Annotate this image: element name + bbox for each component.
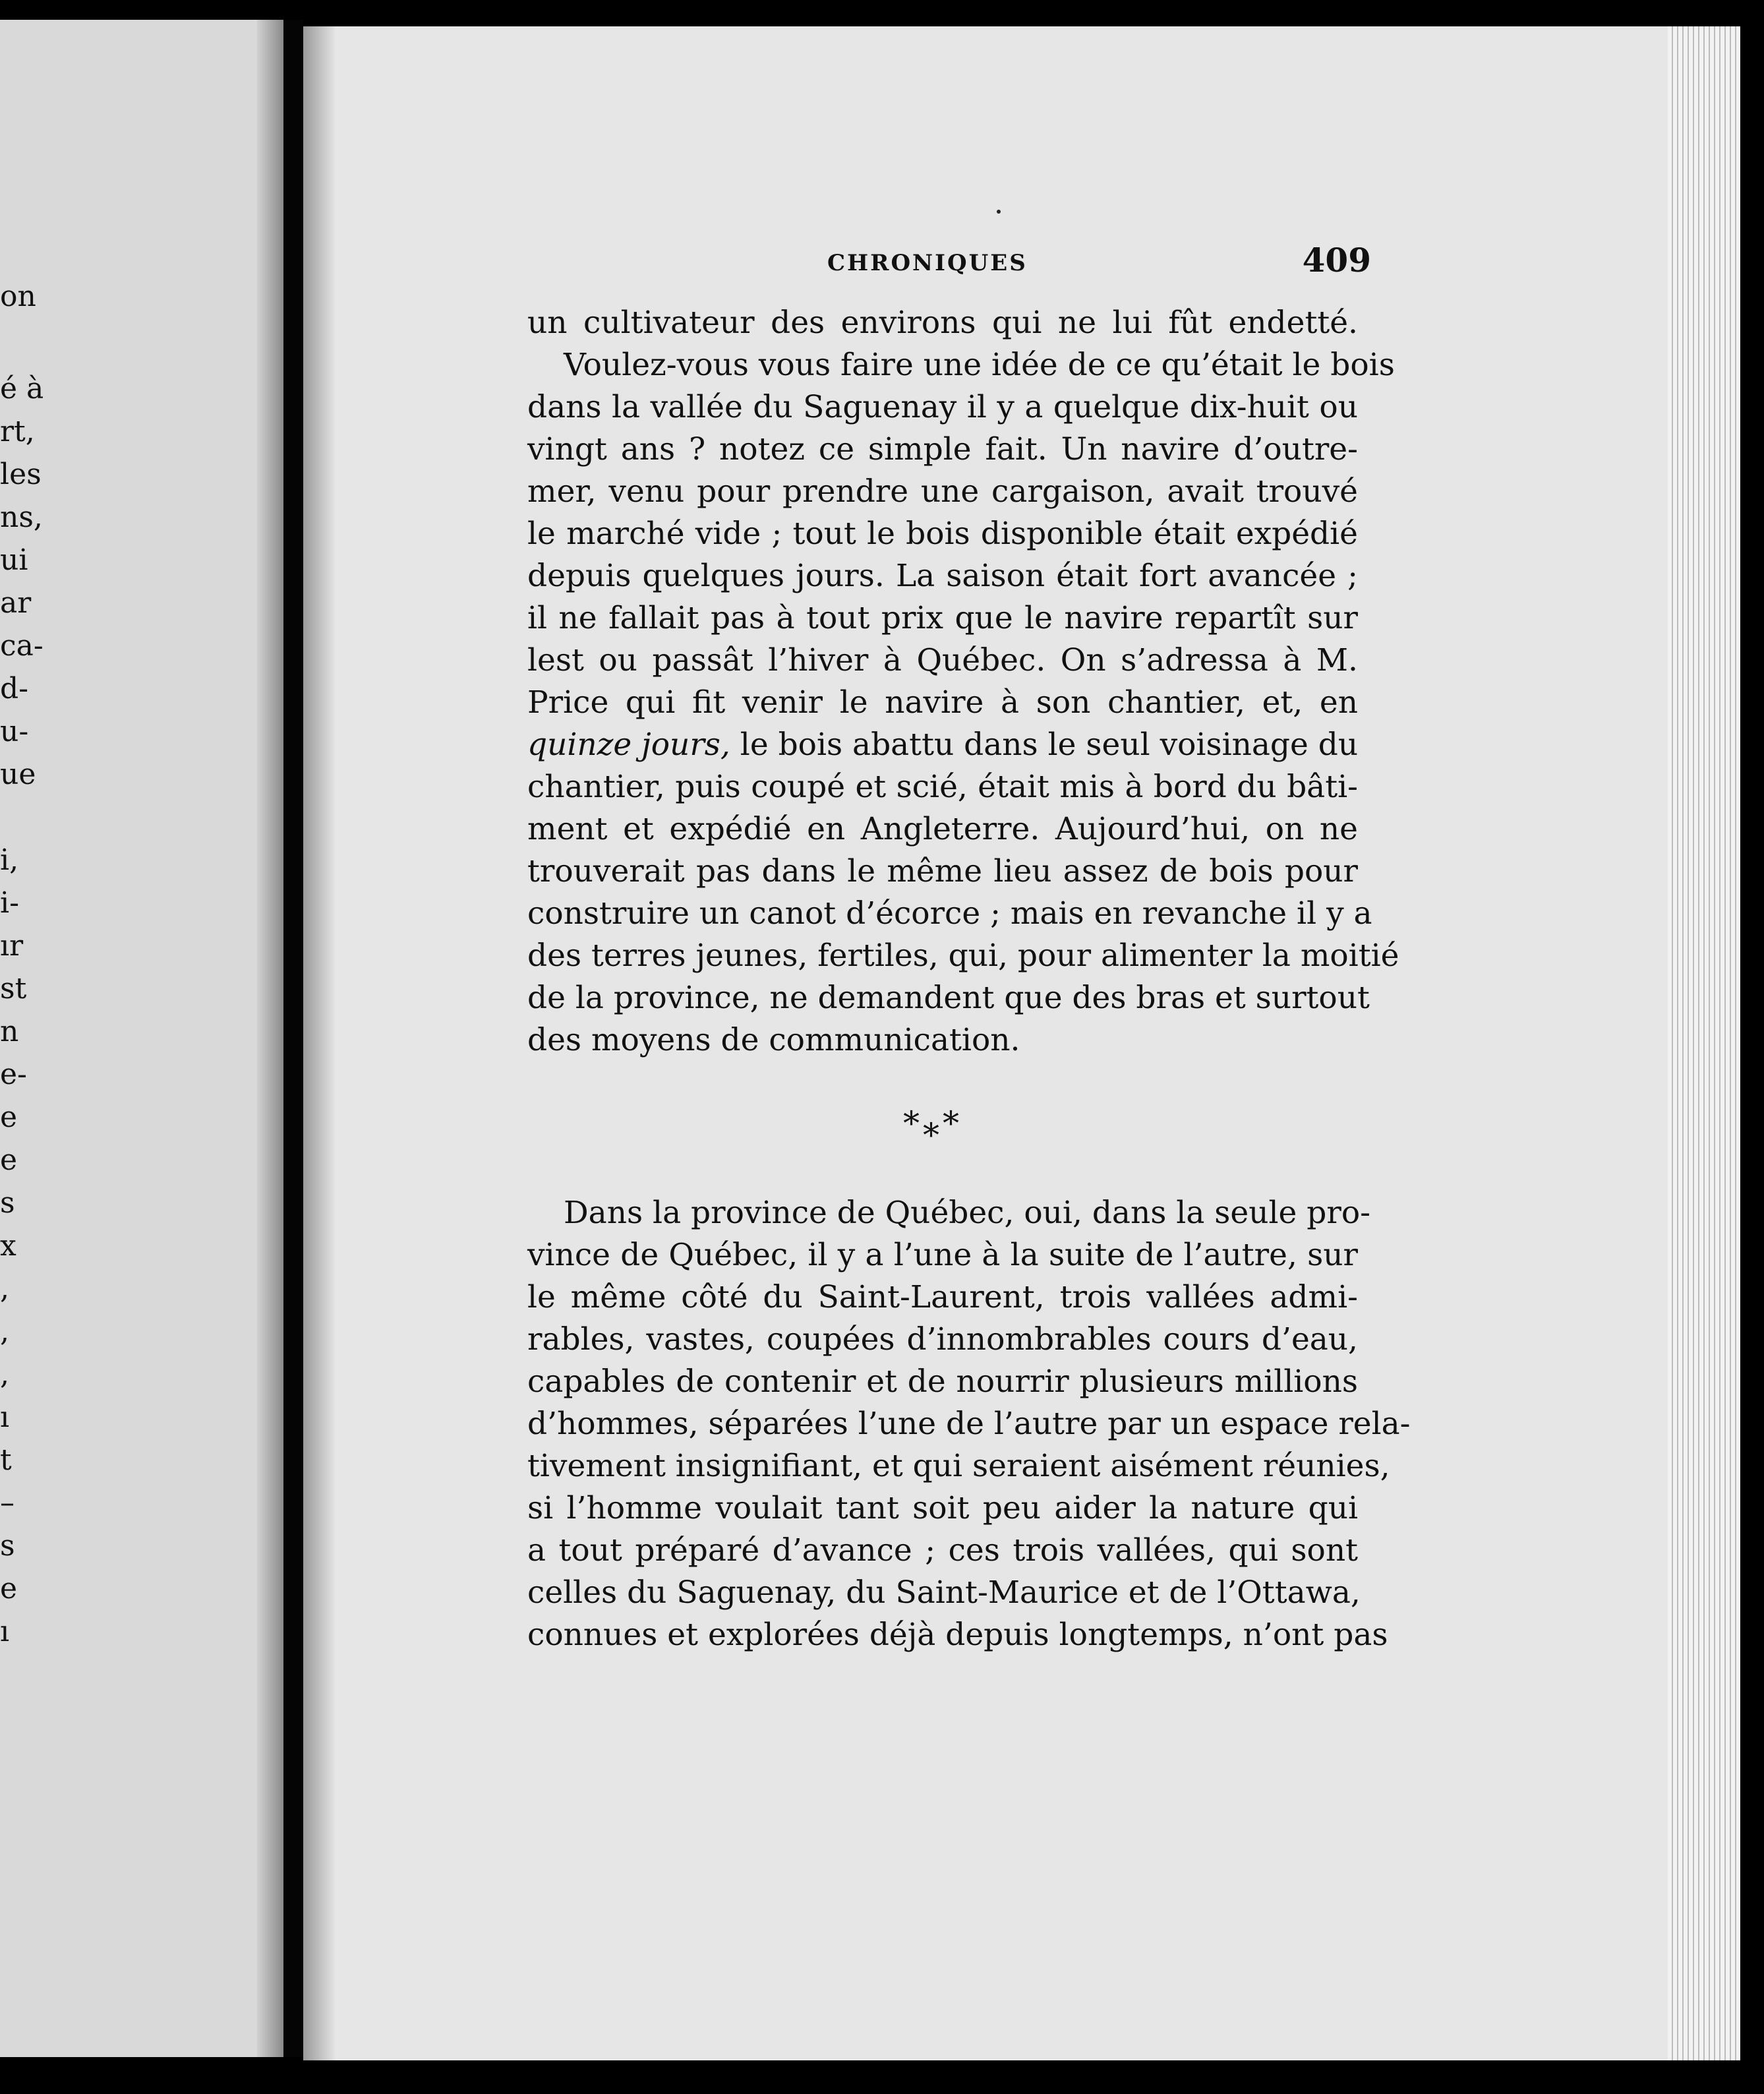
- page-number: 409: [1302, 241, 1371, 280]
- book-spine: [283, 20, 303, 2057]
- left-page-fragment: t: [0, 1443, 12, 1477]
- section-separator: [903, 1104, 982, 1157]
- left-page-fragment: st: [0, 972, 27, 1005]
- text-line: de la province, ne demandent que des bras et surtout: [527, 980, 1370, 1016]
- page-edges: [1668, 26, 1740, 2060]
- left-page-fragment: e-: [0, 1058, 27, 1091]
- text-line: des terres jeunes, fertiles, qui, pour alimenter la moitié: [527, 938, 1399, 974]
- text-line: depuis quelques jours. La saison était fort avancée ;: [527, 558, 1358, 594]
- separator-star: *: [923, 1116, 939, 1154]
- text-line: Dans la province de Québec, oui, dans la seule pro-: [564, 1195, 1370, 1231]
- left-page-fragment: i,: [0, 843, 19, 877]
- left-page-fragment: n: [0, 1015, 19, 1048]
- text-line: un cultivateur des environs qui ne lui fût endetté.: [527, 305, 1358, 341]
- left-page-fragment: i-: [0, 886, 19, 920]
- ink-dot: [997, 210, 1001, 214]
- text-line: il ne fallait pas à tout prix que le navire repartît sur: [527, 600, 1358, 636]
- text-line-with-italic: [527, 724, 1358, 766]
- text-line: le même côté du Saint-Laurent, trois vallées admi-: [527, 1279, 1358, 1315]
- left-page-fragment: les: [0, 458, 42, 491]
- text-line: si l’homme voulait tant soit peu aider la nature qui: [527, 1490, 1358, 1526]
- text-line: connues et explorées déjà depuis longtemps, n’ont pas: [527, 1617, 1388, 1653]
- left-page-fragment: –: [0, 1486, 15, 1520]
- text-line: d’hommes, séparées l’une de l’autre par un espace rela-: [527, 1406, 1411, 1442]
- left-page-fragment: on: [0, 280, 36, 313]
- left-page-fragment: ,: [0, 1315, 9, 1348]
- paragraph-2: [527, 1192, 1411, 1656]
- left-page-fragment: ca-: [0, 629, 44, 663]
- left-page-fragment: d-: [0, 672, 29, 705]
- text-line: construire un canot d’écorce ; mais en revanche il y a: [527, 895, 1372, 932]
- running-title: CHRONIQUES: [827, 250, 1028, 276]
- left-page-fragment: u-: [0, 715, 29, 748]
- text-line: Voulez-vous vous faire une idée de ce qu’était le bois: [564, 347, 1395, 383]
- text-line: Price qui fit venir le navire à son chantier, et, en: [527, 684, 1358, 721]
- left-page-fragments: [0, 20, 283, 2057]
- text-line-rest: le bois abattu dans le seul voisinage du: [740, 727, 1359, 763]
- left-page-fragment: ı: [0, 1615, 10, 1648]
- text-line: celles du Saguenay, du Saint-Maurice et de l’Ottawa,: [527, 1574, 1361, 1611]
- text-line: a tout préparé d’avance ; ces trois vallées, qui sont: [527, 1532, 1358, 1569]
- left-page-fragment: ,: [0, 1272, 9, 1305]
- left-page-fragment: ui: [0, 543, 28, 577]
- text-line: chantier, puis coupé et scié, était mis à bord du bâti-: [527, 769, 1358, 805]
- page-gutter-shadow: [303, 26, 336, 2060]
- text-line: le marché vide ; tout le bois disponible était expédié: [527, 516, 1358, 552]
- left-page-fragment: e: [0, 1143, 18, 1177]
- edge-tip: [1740, 1714, 1764, 1846]
- left-page-fragment: ns,: [0, 500, 43, 534]
- paragraph-1: [527, 302, 1399, 1062]
- text-line: rables, vastes, coupées d’innombrables cours d’eau,: [527, 1321, 1358, 1358]
- running-head: [488, 241, 1371, 287]
- text-line: vince de Québec, il y a l’une à la suite de l’autre, sur: [527, 1237, 1358, 1273]
- left-page-fragment: ı: [0, 1400, 10, 1434]
- left-page-fragment: s: [0, 1186, 15, 1220]
- text-line: mer, venu pour prendre une cargaison, avait trouvé: [527, 473, 1358, 510]
- text-line: des moyens de communication.: [527, 1022, 1020, 1058]
- left-page-fragment: e: [0, 1100, 18, 1134]
- separator-star: *: [943, 1104, 959, 1143]
- left-page-fragment: ar: [0, 586, 32, 620]
- left-page-fragment: ,: [0, 1358, 9, 1391]
- text-line: lest ou passât l’hiver à Québec. On s’adressa à M.: [527, 642, 1358, 678]
- separator-star: *: [903, 1104, 920, 1143]
- text-line: capables de contenir et de nourrir plusieurs millions: [527, 1363, 1358, 1400]
- text-line: trouverait pas dans le même lieu assez de bois pour: [527, 853, 1358, 889]
- left-page-fragment: s: [0, 1529, 15, 1563]
- left-page-fragment: é à: [0, 372, 44, 405]
- text-line: dans la vallée du Saguenay il y a quelque dix-huit ou: [527, 389, 1358, 425]
- text-line: tivement insignifiant, et qui seraient aisément réunies,: [527, 1448, 1390, 1484]
- text-line: vingt ans ? notez ce simple fait. Un navire d’outre-: [527, 431, 1358, 467]
- left-page-fragment: ır: [0, 929, 24, 963]
- left-page-fragment: e: [0, 1572, 18, 1605]
- italic-phrase: quinze jours,: [527, 727, 730, 763]
- left-page-fragment: x: [0, 1229, 16, 1263]
- left-page-fragment: ue: [0, 758, 36, 791]
- text-line: ment et expédié en Angleterre. Aujourd’hui, on ne: [527, 811, 1358, 847]
- left-page-fragment: rt,: [0, 415, 35, 448]
